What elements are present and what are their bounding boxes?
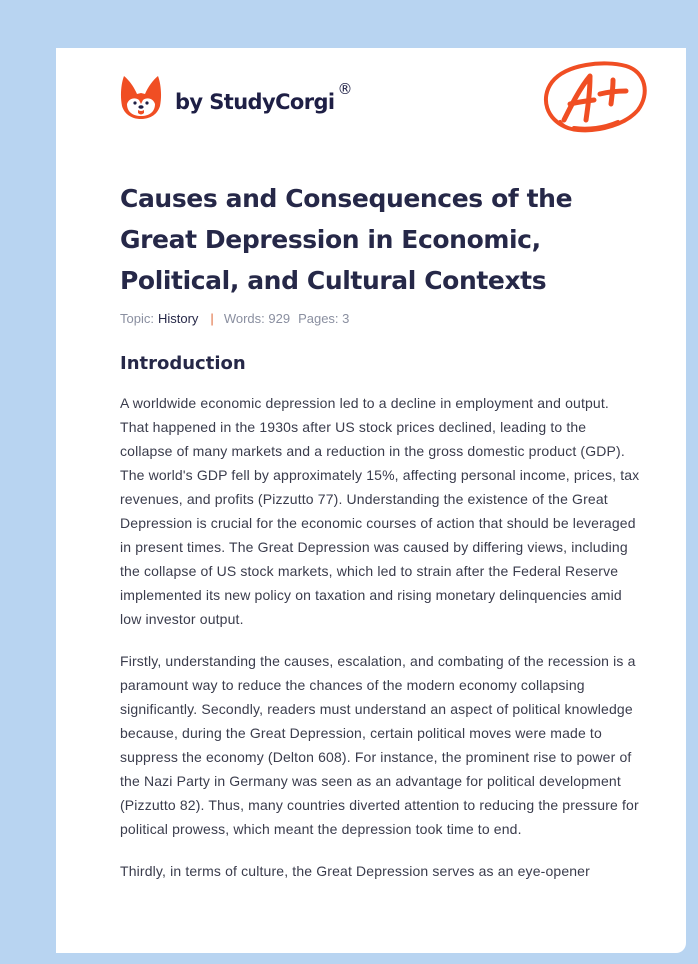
studycorgi-logo[interactable] bbox=[120, 74, 353, 120]
corgi-logo-icon bbox=[120, 74, 162, 120]
topic-link[interactable]: History bbox=[157, 311, 199, 326]
section-heading-introduction: Introduction bbox=[120, 353, 246, 374]
paragraph: A worldwide economic depression led to a decline in employment and output. That happened in the 1930s after US stock prices declined, leading to the collapse of many markets and a reduction in the gross domestic product (GDP). The world's GDP fell by approximately 15%, affecting personal income, prices, tax revenues, and profits (Pizzutto 77). Understanding the existence of the Great Depression is crucial for the economic courses of action that should be leveraged in present times. The Great Depression was caused by differing views, including the collapse of US stock markets, which led to strain after the Federal Reserve implemented its new policy on taxation and rising monetary delinquencies amid low investor output. bbox=[120, 395, 640, 627]
page-title: Causes and Consequences of the Great Depression in Economic, Political, and Cultural Contexts bbox=[120, 184, 573, 295]
word-count: Words: 929 bbox=[223, 311, 291, 326]
page-count: Pages: 3 bbox=[298, 311, 350, 326]
document-card bbox=[56, 48, 686, 953]
a-plus-grade-icon bbox=[538, 58, 650, 140]
document-body bbox=[120, 391, 640, 901]
paragraph: Thirdly, in terms of culture, the Great Depression serves as an eye-opener bbox=[120, 863, 590, 879]
topic-label: Topic: bbox=[120, 311, 154, 326]
paragraph: Firstly, understanding the causes, escalation, and combating of the recession is a paramount way to reduce the chances of the modern economy collapsing significantly. Secondly, readers must understand an aspect of political knowledge because, during the Great Depression, certain political moves were made to suppress the economy (Delton 608). For instance, the prominent rise to power of the Nazi Party in Germany was seen as an advantage for political development (Pizzutto 82). Thus, many countries diverted attention to reducing the pressure for political prowess, which meant the depression took time to end. bbox=[120, 653, 639, 837]
meta-separator: | bbox=[210, 311, 214, 326]
document-meta bbox=[120, 311, 349, 326]
brand-name: by StudyCorgi bbox=[175, 90, 335, 114]
registered-mark: ® bbox=[337, 80, 353, 98]
